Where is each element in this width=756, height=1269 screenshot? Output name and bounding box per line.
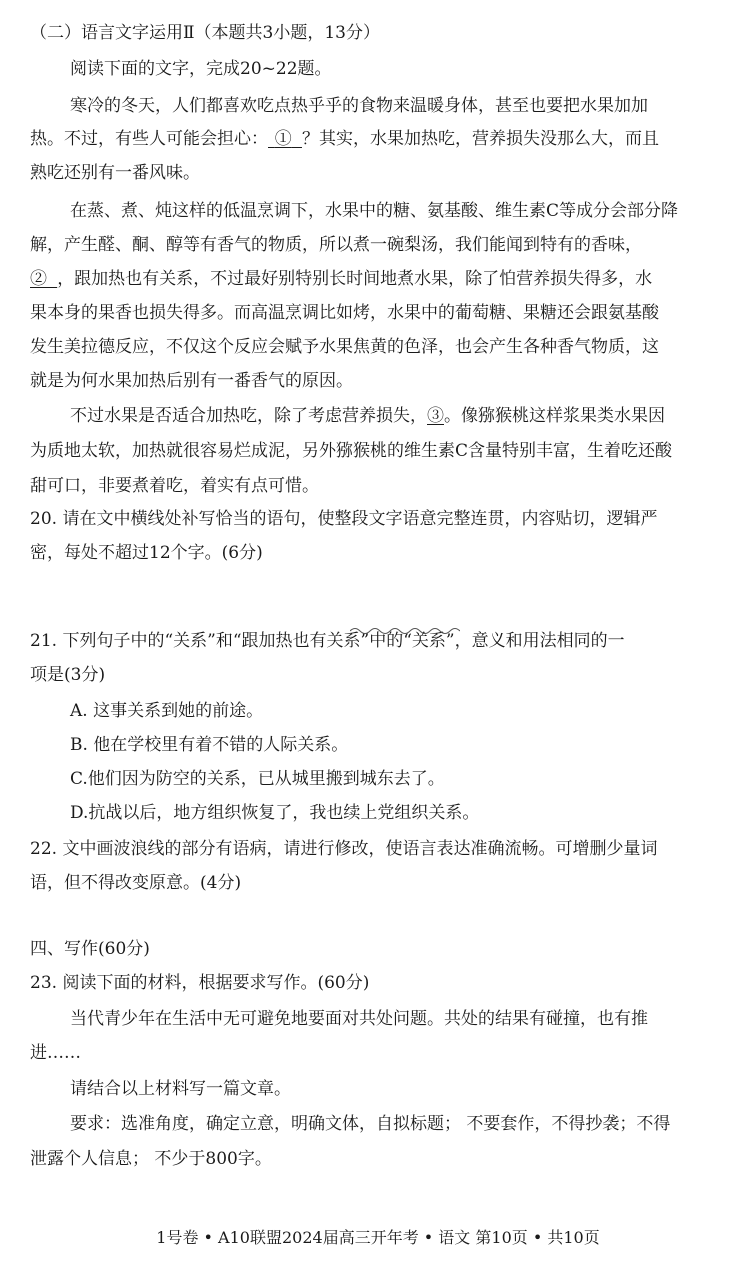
passage-text: 不过水果是否适合加热吃，除了考虑营养损失，: [70, 406, 427, 426]
page-footer: 1号卷 • A10联盟2024届高三开年考 • 语文 第10页 • 共10页: [156, 1228, 600, 1247]
material-line2: 进……: [30, 1043, 81, 1063]
passage-p2-line1: 在蒸、煮、炖这样的低温烹调下，水果中的糖、氨基酸、维生素C等成分会部分降: [70, 201, 679, 221]
passage-p1-line3: 熟吃还别有一番风味。: [30, 163, 200, 183]
section-heading-4: 四、写作(60分): [30, 939, 150, 959]
wavy-underline-mark: [350, 626, 460, 636]
passage-p3-line2: 为质地太软，加热就很容易烂成泥，另外猕猴桃的维生素C含量特别丰富，生着吃还酸: [30, 441, 673, 461]
passage-p3-line3: 甜可口，非要煮着吃，着实有点可惜。: [30, 476, 319, 496]
passage-p2-line5: 发生美拉德反应，不仅这个反应会赋予水果焦黄的色泽，也会产生各种香气物质，这: [30, 337, 659, 357]
blank-3: ③: [427, 406, 444, 426]
passage-p2-line6: 就是为何水果加热后别有一番香气的原因。: [30, 371, 353, 391]
passage-text: 热。不过，有些人可能会担心：: [30, 129, 268, 149]
question-20-line1: 20. 请在文中横线处补写恰当的语句，使整段文字语意完整连贯，内容贴切，逻辑严: [30, 509, 658, 529]
passage-p3-line1: [70, 405, 730, 427]
passage-text: 。像猕猴桃这样浆果类水果因: [444, 406, 665, 426]
question-21-line1: 21. 下列句子中的“关系”和“跟加热也有关系”中的“关系”，意义和用法相同的一: [30, 630, 730, 652]
question-23: 23. 阅读下面的材料，根据要求写作。(60分): [30, 973, 370, 993]
requirements-line1: 要求：选准角度，确定立意，明确文体，自拟标题； 不要套作，不得抄袭；不得: [70, 1114, 671, 1134]
passage-p2-line4: 果本身的果香也损失得多。而高温烹调比如烤，水果中的葡萄糖、果糖还会跟氨基酸: [30, 303, 659, 323]
question-21-line2: 项是(3分): [30, 665, 106, 685]
blank-2: ②: [30, 269, 47, 289]
option-c: C.他们因为防空的关系，已从城里搬到城东去了。: [70, 769, 445, 789]
blank-1: ①: [274, 129, 292, 149]
passage-p1-line2: [30, 128, 730, 150]
passage-p2-line3: [30, 268, 730, 290]
requirements-line2: 泄露个人信息； 不少于800字。: [30, 1149, 272, 1169]
passage-text: ，跟加热也有关系: [57, 269, 194, 289]
writing-task: 请结合以上材料写一篇文章。: [70, 1079, 291, 1099]
question-22-line2: 语，但不得改变原意。(4分): [30, 873, 242, 893]
material-line1: 当代青少年在生活中无可避免地要面对共处问题。共处的结果有碰撞，也有推: [70, 1009, 648, 1029]
passage-intro: 阅读下面的文字，完成20~22题。: [70, 59, 332, 79]
question-22-line1: 22. 文中画波浪线的部分有语病，请进行修改，使语言表达准确流畅。可增删少量词: [30, 839, 658, 859]
question-20-line2: 密，每处不超过12个字。(6分): [30, 543, 263, 563]
option-d: D.抗战以后，地方组织恢复了，我也续上党组织关系。: [70, 803, 480, 823]
passage-text: ？其实，水果加热吃，营养损失没那么大，而且: [301, 129, 659, 149]
option-b: B. 他在学校里有着不错的人际关系。: [70, 735, 349, 755]
passage-p2-line2: 解，产生醛、酮、醇等有香气的物质，所以煮一碗梨汤，我们能闻到特有的香味，: [30, 235, 642, 255]
passage-text: ，不过最好别特别长时间地煮水果，除了怕营养损失得多，水: [193, 269, 653, 289]
passage-p1-line1: 寒冷的冬天，人们都喜欢吃点热乎乎的食物来温暖身体，甚至也要把水果加加: [70, 96, 648, 116]
option-a: A. 这事关系到她的前途。: [70, 701, 264, 721]
section-heading-2: （二）语言文字运用Ⅱ（本题共3小题，13分）: [30, 23, 381, 43]
